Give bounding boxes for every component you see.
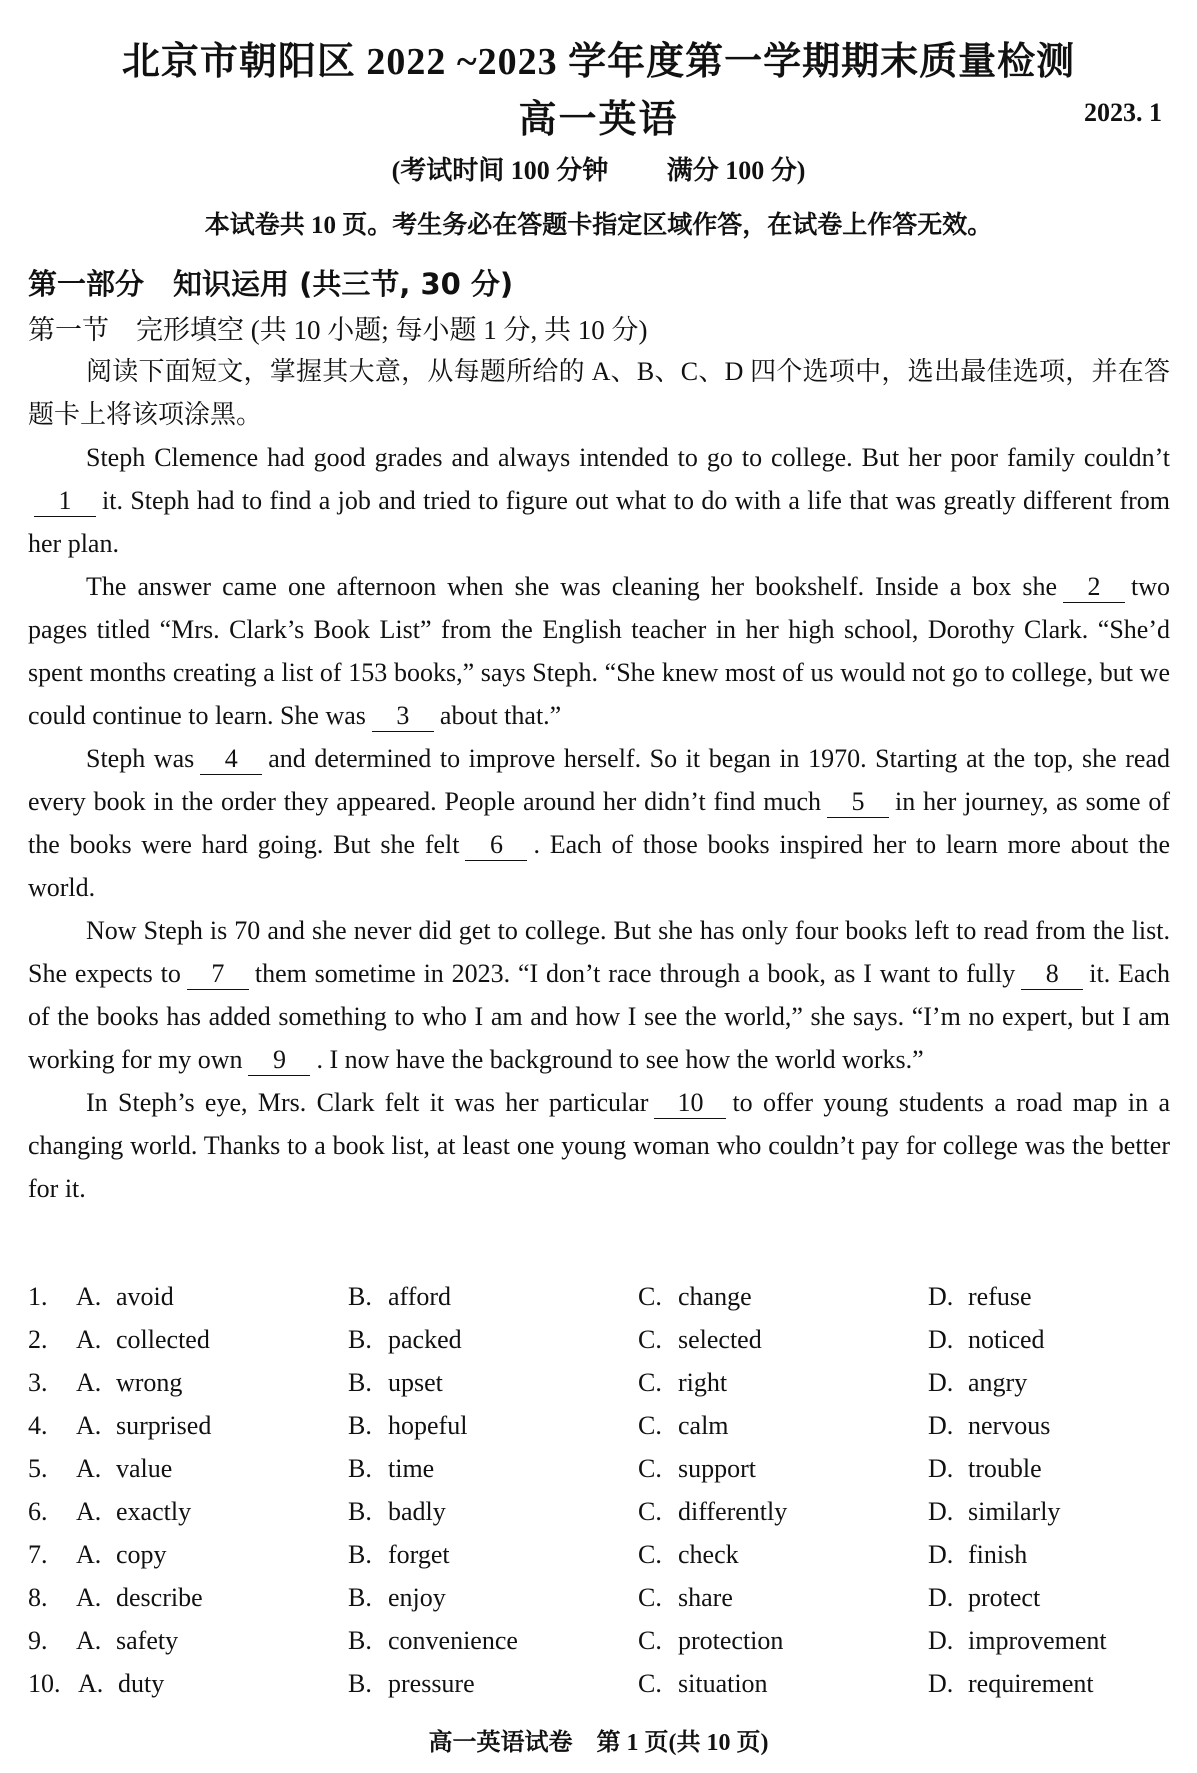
option-c bbox=[638, 1454, 756, 1484]
option-d bbox=[928, 1411, 1050, 1441]
option-letter: B. bbox=[348, 1669, 372, 1698]
question-number: 10. bbox=[28, 1669, 61, 1698]
option-letter: D. bbox=[928, 1583, 954, 1612]
passage-paragraph: Steph Clemence had good grades and always intended to go to college. But her poor family couldn’t1 it. Steph had to find a job and tried to figure out what to do with a life that was greatly different from her plan. bbox=[28, 443, 1170, 558]
option-word: badly bbox=[388, 1497, 446, 1526]
exam-duration: (考试时间 100 分钟 bbox=[391, 156, 609, 185]
option-letter: C. bbox=[638, 1411, 662, 1440]
option-a bbox=[76, 1626, 178, 1656]
option-b bbox=[348, 1411, 467, 1441]
option-c bbox=[638, 1626, 783, 1656]
option-word: selected bbox=[678, 1325, 762, 1354]
question-number: 6. bbox=[28, 1497, 48, 1526]
option-b bbox=[348, 1626, 518, 1656]
option-d bbox=[928, 1368, 1027, 1398]
option-row bbox=[28, 1626, 1170, 1669]
option-letter: C. bbox=[638, 1454, 662, 1483]
exam-duration-line bbox=[0, 150, 1197, 187]
option-letter: C. bbox=[638, 1669, 662, 1698]
exam-notice: 本试卷共 10 页。考生务必在答题卡指定区域作答，在试卷上作答无效。 bbox=[204, 212, 993, 239]
option-letter: B. bbox=[348, 1497, 372, 1526]
option-c bbox=[638, 1282, 752, 1312]
blank-6: 6 bbox=[465, 830, 527, 861]
answer-options bbox=[28, 1282, 1170, 1712]
question-number: 8. bbox=[28, 1583, 48, 1612]
option-c bbox=[638, 1497, 787, 1527]
option-word: upset bbox=[388, 1368, 443, 1397]
option-word: support bbox=[678, 1454, 756, 1483]
option-b bbox=[348, 1583, 446, 1613]
option-letter: C. bbox=[638, 1325, 662, 1354]
option-c bbox=[638, 1540, 739, 1570]
subject-title: 高一英语 bbox=[518, 99, 679, 141]
passage-paragraph: The answer came one afternoon when she was cleaning her bookshelf. Inside a box she 2 two pages titled “Mrs. Clark’s Book List” from the English teacher in her high school, Dorothy Clark. “She’d spent months creating a list of 153 books,” says Steph. “She knew most of us would not go to college, but we could continue to learn. She was 3 about that.” bbox=[28, 572, 1170, 730]
option-letter: D. bbox=[928, 1540, 954, 1569]
question-number: 5. bbox=[28, 1454, 48, 1483]
option-row bbox=[28, 1669, 1170, 1712]
option-word: hopeful bbox=[388, 1411, 468, 1440]
option-a bbox=[76, 1497, 191, 1527]
option-row bbox=[28, 1454, 1170, 1497]
option-b bbox=[348, 1282, 451, 1312]
option-d bbox=[928, 1282, 1032, 1312]
option-row bbox=[28, 1583, 1170, 1626]
option-a bbox=[76, 1368, 182, 1398]
option-letter: C. bbox=[638, 1626, 662, 1655]
option-letter: A. bbox=[76, 1454, 102, 1483]
option-letter: A. bbox=[76, 1626, 102, 1655]
option-c bbox=[638, 1325, 762, 1355]
option-letter: B. bbox=[348, 1368, 372, 1397]
option-letter: B. bbox=[348, 1583, 372, 1612]
option-b bbox=[348, 1454, 434, 1484]
question-number: 1. bbox=[28, 1282, 48, 1311]
option-c bbox=[638, 1368, 727, 1398]
option-word: exactly bbox=[116, 1497, 192, 1526]
option-letter: D. bbox=[928, 1454, 954, 1483]
option-letter: C. bbox=[638, 1282, 662, 1311]
blank-8: 8 bbox=[1021, 959, 1083, 990]
option-letter: D. bbox=[928, 1325, 954, 1354]
option-row bbox=[28, 1540, 1170, 1583]
option-word: situation bbox=[678, 1669, 768, 1698]
option-c bbox=[638, 1411, 729, 1441]
option-letter: C. bbox=[638, 1497, 662, 1526]
option-word: nervous bbox=[968, 1411, 1051, 1440]
option-c bbox=[638, 1583, 733, 1613]
option-word: safety bbox=[116, 1626, 179, 1655]
option-letter: D. bbox=[928, 1282, 954, 1311]
option-a bbox=[76, 1540, 167, 1570]
option-a bbox=[78, 1669, 164, 1699]
question-number: 4. bbox=[28, 1411, 48, 1440]
option-d bbox=[928, 1669, 1094, 1699]
option-word: convenience bbox=[388, 1626, 518, 1655]
option-row bbox=[28, 1325, 1170, 1368]
option-word: forget bbox=[388, 1540, 450, 1569]
option-word: time bbox=[388, 1454, 435, 1483]
exam-title: 北京市朝阳区 2022 ~2023 学年度第一学期期末质量检测 bbox=[121, 41, 1076, 83]
question-number: 3. bbox=[28, 1368, 48, 1397]
option-b bbox=[348, 1497, 446, 1527]
option-letter: A. bbox=[76, 1540, 102, 1569]
option-word: packed bbox=[388, 1325, 462, 1354]
part-heading: 第一部分 知识运用 (共三节, 30 分) bbox=[28, 267, 514, 301]
option-word: duty bbox=[118, 1669, 165, 1698]
option-word: avoid bbox=[116, 1282, 174, 1311]
option-row bbox=[28, 1368, 1170, 1411]
option-word: afford bbox=[388, 1282, 452, 1311]
exam-date: 2023. 1 bbox=[1084, 98, 1162, 127]
option-word: refuse bbox=[968, 1282, 1032, 1311]
option-letter: B. bbox=[348, 1325, 372, 1354]
option-word: improvement bbox=[968, 1626, 1107, 1655]
option-word: finish bbox=[968, 1540, 1028, 1569]
option-word: right bbox=[678, 1368, 728, 1397]
blank-5: 5 bbox=[827, 787, 889, 818]
instructions-text: 阅读下面短文，掌握其大意，从每题所给的 A、B、C、D 四个选项中，选出最佳选项，并在答题卡上将该项涂黑。 bbox=[28, 357, 1170, 429]
option-letter: B. bbox=[348, 1454, 372, 1483]
blank-4: 4 bbox=[200, 744, 262, 775]
option-a bbox=[76, 1454, 172, 1484]
cloze-passage bbox=[28, 436, 1170, 1210]
full-score: 满分 100 分) bbox=[666, 156, 806, 185]
question-number: 2. bbox=[28, 1325, 48, 1354]
blank-7: 7 bbox=[187, 959, 249, 990]
option-word: enjoy bbox=[388, 1583, 446, 1612]
option-d bbox=[928, 1454, 1042, 1484]
blank-2: 2 bbox=[1063, 572, 1125, 603]
option-row bbox=[28, 1282, 1170, 1325]
option-b bbox=[348, 1325, 462, 1355]
option-word: pressure bbox=[388, 1669, 475, 1698]
option-word: copy bbox=[116, 1540, 167, 1569]
option-letter: D. bbox=[928, 1411, 954, 1440]
page-footer: 高一英语试卷 第 1 页(共 10 页) bbox=[428, 1730, 769, 1756]
option-a bbox=[76, 1583, 203, 1613]
option-letter: A. bbox=[78, 1669, 104, 1698]
option-word: check bbox=[678, 1540, 739, 1569]
option-word: share bbox=[678, 1583, 733, 1612]
passage-paragraph: Steph was 4 and determined to improve herself. So it began in 1970. Starting at the top, she read every book in the order they appeared. People around her didn’t find much 5 in her journey, as some of the books were hard going. But she felt 6 . Each of those books inspired her to learn more about the world. bbox=[28, 744, 1171, 902]
question-number: 9. bbox=[28, 1626, 48, 1655]
option-letter: C. bbox=[638, 1583, 662, 1612]
blank-10: 10 bbox=[654, 1088, 726, 1119]
option-letter: A. bbox=[76, 1411, 102, 1440]
option-word: trouble bbox=[968, 1454, 1042, 1483]
option-a bbox=[76, 1411, 211, 1441]
option-word: differently bbox=[678, 1497, 788, 1526]
option-d bbox=[928, 1583, 1040, 1613]
option-letter: B. bbox=[348, 1540, 372, 1569]
option-letter: B. bbox=[348, 1626, 372, 1655]
option-letter: A. bbox=[76, 1325, 102, 1354]
option-b bbox=[348, 1669, 475, 1699]
option-letter: C. bbox=[638, 1368, 662, 1397]
option-word: protection bbox=[678, 1626, 784, 1655]
question-number: 7. bbox=[28, 1540, 48, 1569]
option-a bbox=[76, 1325, 210, 1355]
option-letter: B. bbox=[348, 1411, 372, 1440]
option-letter: B. bbox=[348, 1282, 372, 1311]
option-letter: D. bbox=[928, 1669, 954, 1698]
section-heading: 第一节 完形填空 (共 10 小题; 每小题 1 分, 共 10 分) bbox=[28, 315, 648, 345]
option-letter: A. bbox=[76, 1368, 102, 1397]
passage-paragraph: In Steph’s eye, Mrs. Clark felt it was her particular 10 to offer young students a road map in a changing world. Thanks to a book list, at least one young woman who couldn’t pay for college was the better for it. bbox=[28, 1088, 1171, 1203]
option-word: collected bbox=[116, 1325, 210, 1354]
option-letter: A. bbox=[76, 1583, 102, 1612]
option-d bbox=[928, 1540, 1027, 1570]
option-word: angry bbox=[968, 1368, 1028, 1397]
option-b bbox=[348, 1368, 443, 1398]
passage-paragraph: Now Steph is 70 and she never did get to college. But she has only four books left to read from the list. She expects to 7 them sometime in 2023. “I don’t race through a book, as I want to fully 8 it. Each of the books has added something to who I am and how I see the world,” she says. “I’m no expert, but I am working for my own 9 . I now have the background to see how the world works.” bbox=[28, 916, 1170, 1074]
option-word: surprised bbox=[116, 1411, 212, 1440]
option-d bbox=[928, 1626, 1107, 1656]
option-word: requirement bbox=[968, 1669, 1094, 1698]
option-word: change bbox=[678, 1282, 752, 1311]
option-letter: D. bbox=[928, 1368, 954, 1397]
option-letter: D. bbox=[928, 1497, 954, 1526]
option-letter: D. bbox=[928, 1626, 954, 1655]
option-d bbox=[928, 1497, 1060, 1527]
option-word: noticed bbox=[968, 1325, 1045, 1354]
option-word: protect bbox=[968, 1583, 1041, 1612]
option-word: value bbox=[116, 1454, 173, 1483]
option-letter: A. bbox=[76, 1497, 102, 1526]
option-word: calm bbox=[678, 1411, 729, 1440]
blank-1: 1 bbox=[34, 486, 96, 517]
option-row bbox=[28, 1497, 1170, 1540]
option-d bbox=[928, 1325, 1045, 1355]
option-word: describe bbox=[116, 1583, 203, 1612]
option-b bbox=[348, 1540, 450, 1570]
option-word: similarly bbox=[968, 1497, 1061, 1526]
blank-3: 3 bbox=[372, 701, 434, 732]
option-letter: A. bbox=[76, 1282, 102, 1311]
instructions bbox=[28, 350, 1170, 436]
blank-9: 9 bbox=[248, 1045, 310, 1076]
option-a bbox=[76, 1282, 174, 1312]
option-letter: C. bbox=[638, 1540, 662, 1569]
option-word: wrong bbox=[116, 1368, 183, 1397]
option-c bbox=[638, 1669, 768, 1699]
option-row bbox=[28, 1411, 1170, 1454]
